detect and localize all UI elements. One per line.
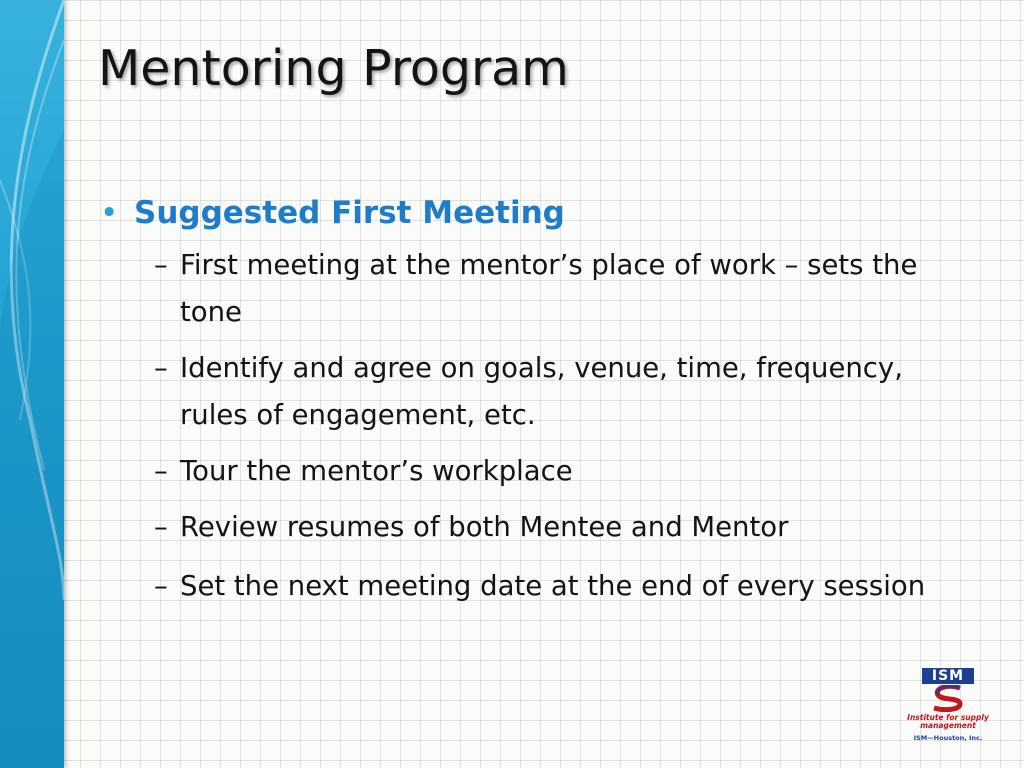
sub-bullet-text: Identify and agree on goals, venue, time, frequency, rules of engagement, etc.	[180, 352, 903, 431]
dash-marker: –	[154, 570, 168, 602]
ism-logo	[900, 668, 996, 748]
dash-marker: –	[154, 249, 168, 281]
logo-chapter: ISM—Houston, Inc.	[913, 734, 983, 742]
sub-bullet-item	[154, 345, 960, 439]
main-bullet	[96, 190, 996, 236]
sub-bullet-item	[154, 560, 960, 612]
ism-logo-icon	[922, 668, 974, 712]
dash-marker: –	[154, 352, 168, 384]
dash-marker: –	[154, 455, 168, 487]
sub-bullet-text: Review resumes of both Mentee and Mentor	[180, 511, 789, 543]
slide-title: Mentoring Program	[98, 40, 569, 97]
dash-marker: –	[154, 511, 168, 543]
sub-bullet-text: First meeting at the mentor’s place of work – sets the tone	[180, 249, 918, 328]
bullet-marker: •	[100, 195, 119, 231]
side-band-curves	[0, 0, 64, 768]
main-bullet-text: Suggested First Meeting	[134, 195, 565, 231]
slide-content	[96, 190, 996, 621]
logo-name: Institute for supply management	[907, 713, 989, 730]
sub-bullet-text: Set the next meeting date at the end of every session	[180, 570, 926, 602]
logo-swoosh-icon	[930, 685, 966, 712]
sub-bullet-item	[154, 504, 960, 551]
logo-acronym: ISM	[922, 668, 974, 684]
sub-bullet-item	[154, 448, 960, 495]
sub-bullet-list	[96, 242, 996, 612]
sub-bullet-item	[154, 242, 960, 336]
sub-bullet-text: Tour the mentor’s workplace	[180, 455, 573, 487]
decorative-side-band	[0, 0, 64, 768]
